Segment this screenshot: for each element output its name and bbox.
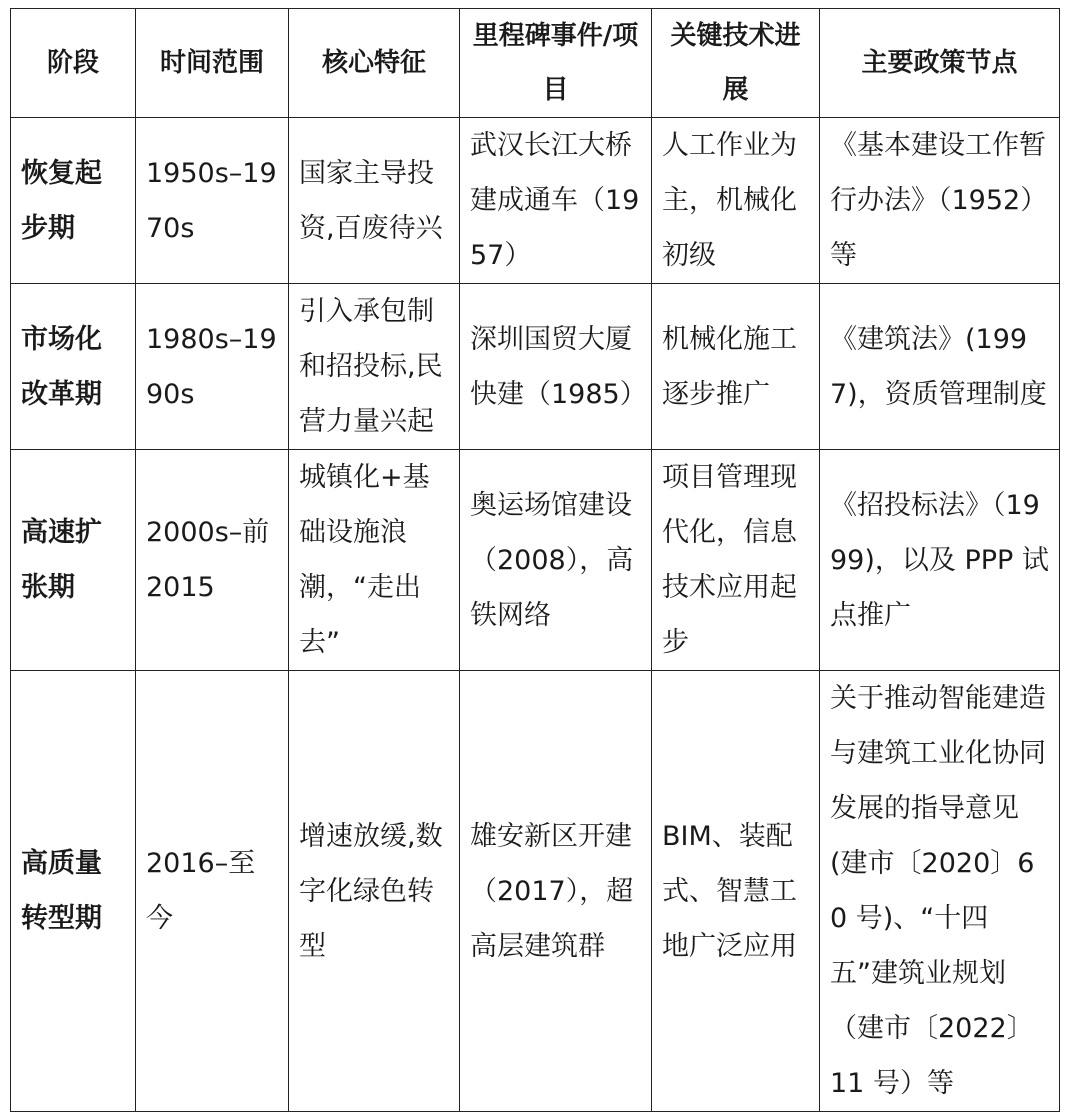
tech-cell: 机械化施工逐步推广 <box>652 284 820 450</box>
policy-cell: 《基本建设工作暂行办法》（1952）等 <box>820 118 1060 284</box>
tech-cell: 项目管理现代化，信息技术应用起步 <box>652 450 820 671</box>
header-milestone: 里程碑事件/项目 <box>460 9 652 118</box>
milestone-cell: 雄安新区开建（2017），超高层建筑群 <box>460 671 652 1112</box>
policy-cell: 《招投标法》（1999)，以及 PPP 试点推广 <box>820 450 1060 671</box>
tech-cell: 人工作业为主，机械化初级 <box>652 118 820 284</box>
milestone-cell: 奥运场馆建设（2008），高铁网络 <box>460 450 652 671</box>
milestone-cell: 深圳国贸大厦快建（1985） <box>460 284 652 450</box>
feature-cell: 增速放缓,数字化绿色转型 <box>289 671 460 1112</box>
stage-cell: 恢复起步期 <box>11 118 136 284</box>
header-row <box>11 9 1060 118</box>
header-time-range: 时间范围 <box>136 9 289 118</box>
stage-cell: 市场化改革期 <box>11 284 136 450</box>
time-cell: 2016–至今 <box>136 671 289 1112</box>
table-row <box>11 450 1060 671</box>
policy-cell: 《建筑法》(1997)，资质管理制度 <box>820 284 1060 450</box>
header-policy: 主要政策节点 <box>820 9 1060 118</box>
table-row <box>11 671 1060 1112</box>
table-row <box>11 284 1060 450</box>
stage-cell: 高速扩张期 <box>11 450 136 671</box>
time-cell: 1980s–1990s <box>136 284 289 450</box>
milestone-cell: 武汉长江大桥建成通车（1957） <box>460 118 652 284</box>
feature-cell: 引入承包制和招投标,民营力量兴起 <box>289 284 460 450</box>
feature-cell: 国家主导投资,百废待兴 <box>289 118 460 284</box>
stage-cell: 高质量转型期 <box>11 671 136 1112</box>
table-row <box>11 118 1060 284</box>
header-stage: 阶段 <box>11 9 136 118</box>
time-cell: 2000s–前2015 <box>136 450 289 671</box>
development-stages-table <box>10 8 1060 1112</box>
tech-cell: BIM、装配式、智慧工地广泛应用 <box>652 671 820 1112</box>
time-cell: 1950s–1970s <box>136 118 289 284</box>
header-core-feature: 核心特征 <box>289 9 460 118</box>
header-key-tech: 关键技术进展 <box>652 9 820 118</box>
policy-cell: 关于推动智能建造与建筑工业化协同发展的指导意见(建市〔2020〕60 号)、“十四五”建筑业规划（建市〔2022〕11 号）等 <box>820 671 1060 1112</box>
feature-cell: 城镇化+基础设施浪潮，“走出去” <box>289 450 460 671</box>
